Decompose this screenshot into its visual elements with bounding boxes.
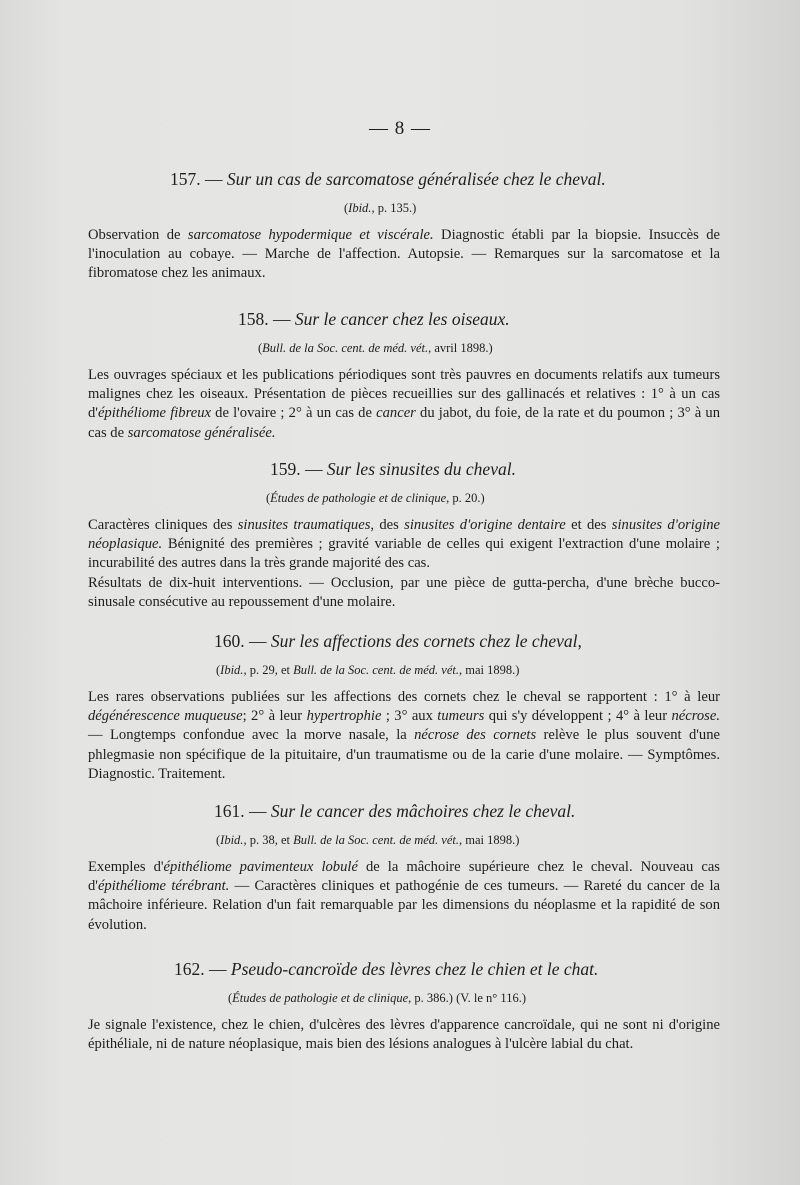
text-run: , avril 1898.) — [428, 341, 493, 355]
text-run: Les ouvrages spéciaux et les publications périodiques sont très pauvres en documents relatifs aux tumeurs malignes chez les oiseaux. Présentation de pièces recueillies sur des gallinacés et relatives : 1° à un cas d' — [88, 367, 720, 422]
text-run: — Caractères cliniques et pathogénie de ces tumeurs. — Rareté du cancer de la mâchoire inférieure. Relation d'un fait remarquable par les dimensions du néoplasme et la rapidité de son évolution. — [88, 878, 720, 933]
text-run: , p. 38, et — [243, 833, 294, 847]
body-paragraph — [88, 366, 720, 443]
text-run: qui s'y développent ; 4° à leur — [484, 708, 672, 725]
text-run: ( — [344, 201, 349, 215]
text-run: — Longtemps confondue avec la morve nasale, la — [88, 727, 415, 744]
italic-text-run: hypertrophie — [306, 708, 382, 725]
entry-title — [88, 958, 720, 980]
body-paragraph — [88, 226, 720, 284]
italic-text-run: nécrose. — [671, 708, 720, 725]
text-run: Résultats de dix-huit interventions. — Occlusion, par une pièce de gutta-percha, d'une brèche bucco-sinusale consécutive au repoussement d'une molaire. — [88, 574, 720, 610]
text-run: ; 2° à leur — [242, 708, 307, 725]
entry-title — [88, 630, 720, 652]
entry-title-text: Sur les affections des cornets chez le cheval, — [270, 631, 582, 651]
entry-number: 157. — — [170, 169, 223, 189]
text-run: Caractères cliniques des — [88, 517, 238, 533]
italic-text-run: Ibid. — [220, 833, 244, 847]
entry-number: 159. — — [270, 459, 323, 479]
entry-158 — [88, 308, 720, 443]
body-paragraph — [88, 1016, 720, 1054]
italic-text-run: Études de pathologie et de clinique — [270, 491, 447, 505]
text-run: du jabot, du foie, de la rate et du poumon ; 3° à un cas de — [88, 405, 721, 441]
text-run: Bénignité des premières ; gravité variable de celles qui exigent l'extraction d'une molaire ; incurabilité des autres dans la très grande majorité des cas. — [88, 536, 720, 572]
text-run: ; 3° aux — [381, 708, 438, 725]
text-run: ( — [228, 991, 233, 1005]
entry-body — [88, 688, 720, 784]
text-run: , p. 135.) — [371, 201, 417, 215]
entry-title — [88, 168, 720, 190]
entry-reference — [88, 199, 720, 217]
entry-reference — [88, 661, 720, 679]
entry-reference — [88, 489, 720, 507]
entry-body — [88, 858, 720, 935]
page-number: — 8 — — [369, 118, 431, 139]
entry-title — [88, 458, 720, 480]
entry-title-text: Sur les sinusites du cheval. — [326, 459, 516, 479]
text-run: Les rares observations publiées sur les affections des cornets chez le cheval se rapportent : 1° à leur — [88, 689, 720, 705]
italic-text-run: tumeurs — [437, 708, 485, 725]
italic-text-run: Bull. de la Soc. cent. de méd. vét. — [262, 341, 429, 355]
entry-159 — [88, 458, 720, 612]
italic-text-run: nécrose des cornets — [414, 727, 537, 744]
text-run: Exemples d' — [88, 859, 164, 875]
text-run: , mai 1898.) — [459, 663, 520, 677]
entry-161 — [88, 800, 720, 935]
italic-text-run: Études de pathologie et de clinique — [232, 991, 409, 1005]
entry-160 — [88, 630, 720, 784]
entry-number: 161. — — [214, 801, 267, 821]
text-run: , p. 29, et — [243, 663, 294, 677]
text-run: , p. 386.) (V. le n° 116.) — [408, 991, 527, 1005]
body-paragraph — [88, 516, 720, 574]
italic-text-run: sinusites d'origine dentaire — [404, 517, 566, 533]
entry-number: 160. — — [214, 631, 267, 651]
italic-text-run: cancer — [376, 405, 416, 422]
entry-title-text: Sur un cas de sarcomatose généralisée chez le cheval. — [226, 169, 606, 189]
italic-text-run: Ibid. — [220, 663, 244, 677]
italic-text-run: Bull. de la Soc. cent. de méd. vét. — [293, 833, 460, 847]
entry-reference — [88, 989, 720, 1007]
entry-title-text: Pseudo-cancroïde des lèvres chez le chien et le chat. — [230, 959, 599, 979]
text-run: , mai 1898.) — [459, 833, 520, 847]
entry-title-text: Sur le cancer chez les oiseaux. — [294, 309, 510, 329]
text-run: Je signale l'existence, chez le chien, d'ulcères des lèvres d'apparence cancroïdale, qui ne sont ni d'origine épithéliale, ni de nature néoplasique, mais bien des lésions analogues à l'ulcère labial du chat. — [88, 1017, 720, 1053]
italic-text-run: Ibid. — [348, 201, 372, 215]
entry-title-text: Sur le cancer des mâchoires chez le cheval. — [270, 801, 576, 821]
text-run: , p. 20.) — [446, 491, 485, 505]
entry-reference — [88, 339, 720, 357]
entry-162 — [88, 958, 720, 1054]
body-paragraph — [88, 574, 720, 612]
italic-text-run: sinusites d'origine néoplasique. — [88, 517, 720, 553]
text-run: relève le plus souvent d'une phlegmasie non spécifique de la pituitaire, d'un traumatisme ou de la carie d'une molaire. — Symptômes. Diagnostic. Traitement. — [88, 727, 720, 782]
text-run: de la mâchoire supérieure chez le cheval. Nouveau cas d' — [88, 859, 720, 895]
italic-text-run: sarcomatose hypodermique et viscérale. — [187, 227, 434, 243]
entry-number: 162. — — [174, 959, 227, 979]
italic-text-run: épithéliome térébrant. — [97, 878, 230, 895]
entry-number: 158. — — [238, 309, 291, 329]
body-paragraph — [88, 688, 720, 784]
text-run: Observation de — [88, 227, 188, 243]
italic-text-run: Bull. de la Soc. cent. de méd. vét. — [293, 663, 460, 677]
text-run: ( — [216, 833, 221, 847]
italic-text-run: épithéliome pavimenteux lobulé — [163, 859, 358, 875]
italic-text-run: épithéliome fibreux — [97, 405, 211, 422]
entry-157 — [88, 168, 720, 284]
italic-text-run: sarcomatose généralisée. — [127, 424, 276, 441]
entry-body — [88, 516, 720, 612]
entry-body — [88, 1016, 720, 1054]
text-run: ( — [266, 491, 271, 505]
entry-title — [88, 308, 720, 330]
entry-reference — [88, 831, 720, 849]
text-run: ( — [216, 663, 221, 677]
entry-body — [88, 226, 720, 284]
text-run: de l'ovaire ; 2° à un cas de — [211, 405, 377, 422]
entry-title — [88, 800, 720, 822]
text-run: , des — [370, 517, 405, 533]
italic-text-run: dégénérescence muqueuse — [88, 708, 243, 725]
text-run: et des — [565, 517, 612, 533]
text-run: Diagnostic établi par la biopsie. Insuccès de l'inoculation au cobaye. — Marche de l'affection. Autopsie. — Remarques sur la sarcomatose et la fibromatose chez les animaux. — [88, 227, 720, 282]
italic-text-run: sinusites traumatiques — [237, 517, 371, 533]
text-run: ( — [258, 341, 263, 355]
entry-body — [88, 366, 720, 443]
body-paragraph — [88, 858, 720, 935]
